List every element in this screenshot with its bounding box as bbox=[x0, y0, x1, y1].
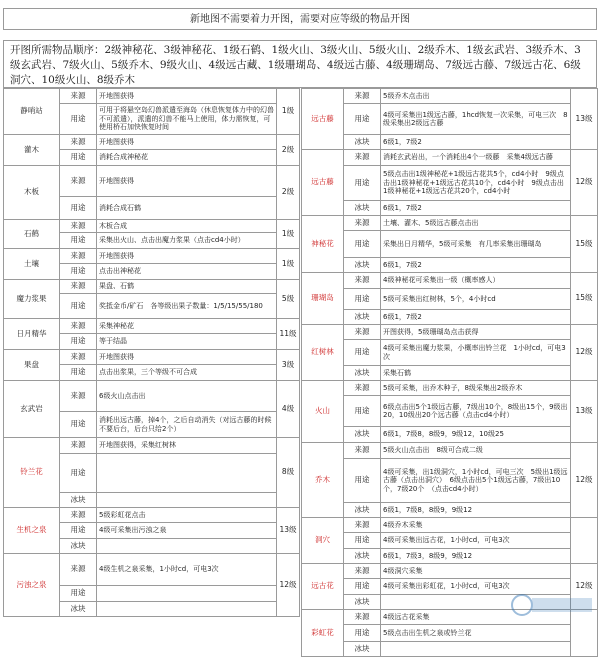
row-description: 木板合成 bbox=[97, 220, 277, 233]
right-item-table bbox=[301, 88, 598, 657]
table-row bbox=[4, 249, 300, 264]
row-type: 冰块 bbox=[60, 539, 97, 554]
item-level: 13级 bbox=[277, 508, 300, 554]
row-type: 用途 bbox=[60, 294, 97, 319]
row-type: 来源 bbox=[60, 135, 97, 150]
row-description: 4级洞穴采集 bbox=[381, 564, 571, 579]
table-row bbox=[4, 166, 300, 197]
row-type: 来源 bbox=[344, 325, 381, 340]
row-type: 用途 bbox=[344, 231, 381, 258]
row-type: 冰块 bbox=[60, 602, 97, 617]
item-level: 13级 bbox=[571, 89, 598, 150]
row-description: 开地图获得 bbox=[97, 135, 277, 150]
row-type: 冰块 bbox=[60, 493, 97, 508]
row-type: 来源 bbox=[344, 273, 381, 289]
item-name: 玄武岩 bbox=[4, 381, 60, 438]
table-row bbox=[302, 150, 598, 166]
table-row bbox=[302, 104, 598, 135]
row-type: 冰块 bbox=[344, 503, 381, 518]
item-level: 15级 bbox=[571, 216, 598, 273]
item-level: 4级 bbox=[277, 381, 300, 438]
row-type: 来源 bbox=[344, 443, 381, 459]
row-description: 消耗出远古藤，掉4个，之后自动消失（对远古藤的时候不要后台，后台只给2个） bbox=[97, 412, 277, 438]
table-row bbox=[302, 503, 598, 518]
item-name: 神秘花 bbox=[302, 216, 344, 273]
item-name: 珊瑚岛 bbox=[302, 273, 344, 325]
item-name: 木板 bbox=[4, 166, 60, 220]
row-type: 用途 bbox=[344, 459, 381, 503]
row-type: 来源 bbox=[60, 554, 97, 586]
table-row bbox=[302, 325, 598, 340]
row-description: 开地图获得 bbox=[97, 249, 277, 264]
item-level: 11级 bbox=[277, 319, 300, 350]
table-row bbox=[302, 381, 598, 396]
table-row bbox=[302, 89, 598, 104]
row-description: 4级生机之泉采集，1小时cd，可电3次 bbox=[97, 554, 277, 586]
table-row bbox=[302, 459, 598, 503]
row-description: 开地图获得 bbox=[97, 350, 277, 365]
table-row bbox=[302, 231, 598, 258]
row-description: 6级1，7级8，8级9，9级12，10级25 bbox=[381, 427, 571, 443]
row-description: 点击出神秘花 bbox=[97, 264, 277, 280]
row-description: 5级可采集出红树林，5个，4小时cd bbox=[381, 289, 571, 310]
row-type: 来源 bbox=[60, 220, 97, 233]
table-row bbox=[302, 396, 598, 427]
item-name: 土壤 bbox=[4, 249, 60, 280]
row-description: 土壤、灌木、5级远古藤点击出 bbox=[381, 216, 571, 231]
row-description: 6级1，7级3，8级9，9级12 bbox=[381, 549, 571, 564]
item-name: 石鹤 bbox=[4, 220, 60, 249]
row-type: 用途 bbox=[60, 197, 97, 220]
row-description: 开地图获得 bbox=[97, 166, 277, 197]
table-row bbox=[302, 625, 598, 642]
table-row bbox=[302, 533, 598, 549]
item-level: 3级 bbox=[277, 350, 300, 381]
item-name: 远古花 bbox=[302, 564, 344, 610]
row-type: 来源 bbox=[60, 350, 97, 365]
item-name: 污浊之泉 bbox=[4, 554, 60, 617]
unlock-order-text: 开图所需物品顺序：2级神秘花、3级神秘花、1级石鹤、1级火山、3级火山、5级火山、2级乔木、1级玄武岩、3级乔木、3级玄武岩、7级火山、5级乔木、9级火山、4级远古藏、1级珊瑚岛、4级远古藤、4级珊瑚岛、7级远古藤、7级远古花、6级洞穴、10级火山、8级乔木 bbox=[3, 40, 597, 88]
item-name: 灌木 bbox=[4, 135, 60, 166]
row-description: 采集石鹤 bbox=[381, 366, 571, 381]
table-row bbox=[302, 273, 598, 289]
row-description: 6级1，7级2 bbox=[381, 135, 571, 150]
row-description: 消耗玄武岩出，一个消耗出4个一级藤 采集4级远古藤 bbox=[381, 150, 571, 166]
item-name: 远古藤 bbox=[302, 89, 344, 150]
row-description: 4级神秘花可采集出一级（概率感人） bbox=[381, 273, 571, 289]
item-name: 远古藤 bbox=[302, 150, 344, 216]
row-description bbox=[97, 602, 277, 617]
item-level: 2级 bbox=[277, 135, 300, 166]
row-description: 奖抵金币/矿石 各等级出果子数量：1/5/15/55/180 bbox=[97, 294, 277, 319]
table-row bbox=[302, 289, 598, 310]
table-row bbox=[4, 89, 300, 104]
row-description: 6级1，7级2 bbox=[381, 258, 571, 273]
table-row bbox=[302, 258, 598, 273]
row-description bbox=[381, 642, 571, 657]
row-type: 冰块 bbox=[344, 595, 381, 610]
item-level: 12级 bbox=[571, 443, 598, 518]
row-type: 用途 bbox=[344, 166, 381, 201]
page-title: 新地图不需要着力开图，需要对应等级的物品开图 bbox=[3, 8, 597, 30]
row-type: 来源 bbox=[60, 166, 97, 197]
row-description: 开地图获得 bbox=[97, 89, 277, 104]
table-row bbox=[302, 166, 598, 201]
row-type: 来源 bbox=[60, 438, 97, 454]
row-type: 冰块 bbox=[344, 549, 381, 564]
item-name: 果盘 bbox=[4, 350, 60, 381]
row-description: 4级乔木采集 bbox=[381, 518, 571, 533]
table-row bbox=[302, 201, 598, 216]
row-description: 消耗合成神秘花 bbox=[97, 150, 277, 166]
row-type: 冰块 bbox=[344, 310, 381, 325]
row-description bbox=[97, 539, 277, 554]
row-type: 来源 bbox=[60, 249, 97, 264]
table-row bbox=[4, 381, 300, 412]
row-description: 5级点击出1级神秘花+1级远古花共5个，cd4小时 9级点击出1级神秘花+1级远古花共10个，cd4小时 9级点击出1级神秘花+1级远古花共20个，cd4小时 bbox=[381, 166, 571, 201]
item-level: 13级 bbox=[571, 381, 598, 443]
row-description: 6级1，7级2 bbox=[381, 310, 571, 325]
item-level: 12级 bbox=[277, 554, 300, 617]
row-description bbox=[97, 493, 277, 508]
item-name: 生机之泉 bbox=[4, 508, 60, 554]
table-row bbox=[4, 220, 300, 233]
row-description: 开地图获得，采集红树林 bbox=[97, 438, 277, 454]
row-description: 采集神秘花 bbox=[97, 319, 277, 334]
row-description: 4级可采集出彩虹花，1小时cd，可电3次 bbox=[381, 579, 571, 595]
row-description: 4级可采集出1级远古藤，1hcd恢复一次采集，可电三次 8级采集出2级远古藤 bbox=[381, 104, 571, 135]
table-row bbox=[302, 564, 598, 579]
row-description: 等于结晶 bbox=[97, 334, 277, 350]
row-type: 冰块 bbox=[344, 258, 381, 273]
row-type: 来源 bbox=[60, 508, 97, 523]
row-type: 用途 bbox=[344, 533, 381, 549]
row-type: 用途 bbox=[344, 579, 381, 595]
table-row bbox=[302, 549, 598, 564]
item-level: 12级 bbox=[571, 325, 598, 381]
table-row bbox=[302, 443, 598, 459]
table-row bbox=[4, 438, 300, 454]
row-type: 来源 bbox=[344, 610, 381, 625]
row-type: 用途 bbox=[60, 412, 97, 438]
row-type: 冰块 bbox=[344, 427, 381, 443]
row-description: 5级火山点击出 8级可合成二级 bbox=[381, 443, 571, 459]
row-type: 用途 bbox=[60, 523, 97, 539]
table-row bbox=[4, 350, 300, 365]
item-name: 红树林 bbox=[302, 325, 344, 381]
row-type: 来源 bbox=[60, 89, 97, 104]
item-name: 日月精华 bbox=[4, 319, 60, 350]
row-description: 开图获得，5级珊瑚岛点击获得 bbox=[381, 325, 571, 340]
row-description: 采集出火山、点击出魔力浆果（点击cd4小时） bbox=[97, 233, 277, 249]
row-type: 来源 bbox=[60, 319, 97, 334]
row-description: 4级可采集出魔力浆果，小概率出铃兰花 1小时cd，可电3次 bbox=[381, 340, 571, 366]
table-row bbox=[302, 642, 598, 657]
row-type: 来源 bbox=[344, 89, 381, 104]
row-type: 用途 bbox=[60, 150, 97, 166]
row-type: 用途 bbox=[344, 340, 381, 366]
table-row bbox=[302, 216, 598, 231]
row-description: 6级1，7级2 bbox=[381, 201, 571, 216]
table-row bbox=[4, 280, 300, 294]
row-description: 4级可采集，出1级洞穴，1小时cd，可电三次 5级出1级远古藤（点击出洞穴） 6级点击出5个1级远古藤，7级出10个，7级20个 （点击cd4小时） bbox=[381, 459, 571, 503]
item-level: 12级 bbox=[571, 150, 598, 216]
table-row bbox=[4, 554, 300, 586]
row-type: 用途 bbox=[60, 104, 97, 135]
row-description: 5级点击出生机之泉或铃兰花 bbox=[381, 625, 571, 642]
row-type: 来源 bbox=[344, 518, 381, 533]
item-name: 火山 bbox=[302, 381, 344, 443]
row-description: 4级远古花采集 bbox=[381, 610, 571, 625]
left-item-table bbox=[3, 88, 300, 617]
item-name: 乔木 bbox=[302, 443, 344, 518]
table-row bbox=[302, 366, 598, 381]
row-type: 用途 bbox=[60, 454, 97, 493]
item-level: 8级 bbox=[277, 438, 300, 508]
item-level: 5级 bbox=[277, 280, 300, 319]
item-level: 1级 bbox=[277, 220, 300, 249]
item-level: 1级 bbox=[277, 89, 300, 135]
row-description: 5级可采集，出乔木种子，8级采集出2级乔木 bbox=[381, 381, 571, 396]
row-type: 用途 bbox=[344, 289, 381, 310]
row-type: 来源 bbox=[60, 381, 97, 412]
row-type: 来源 bbox=[344, 564, 381, 579]
table-row bbox=[4, 319, 300, 334]
item-level: 12级 bbox=[571, 564, 598, 610]
item-name: 彩虹花 bbox=[302, 610, 344, 657]
row-description: 6级火山点击出 bbox=[97, 381, 277, 412]
row-description: 可用于将悬空岛幻兽派遣至海岛（休息恢复体力中的幻兽不可派遣），派遣的幻兽不能马上使用，体力需恢复，可使用桥石加快恢复时间 bbox=[97, 104, 277, 135]
table-row bbox=[4, 135, 300, 150]
row-type: 来源 bbox=[344, 150, 381, 166]
row-description: 5级彩虹花点击 bbox=[97, 508, 277, 523]
item-name: 魔力浆果 bbox=[4, 280, 60, 319]
row-description: 果盘、石鹤 bbox=[97, 280, 277, 294]
row-type: 冰块 bbox=[344, 135, 381, 150]
row-description: 6级1，7级8，8级9，9级12 bbox=[381, 503, 571, 518]
row-description: 点击出浆果，三个等级不可合成 bbox=[97, 365, 277, 381]
row-type: 冰块 bbox=[344, 201, 381, 216]
row-description: 5级乔木点击出 bbox=[381, 89, 571, 104]
table-row bbox=[4, 508, 300, 523]
row-type: 用途 bbox=[60, 334, 97, 350]
item-level: 2级 bbox=[277, 166, 300, 220]
row-description: 消耗合成石鹤 bbox=[97, 197, 277, 220]
item-level: 1级 bbox=[277, 249, 300, 280]
row-type: 用途 bbox=[60, 586, 97, 602]
row-description bbox=[97, 586, 277, 602]
table-row bbox=[302, 135, 598, 150]
row-type: 来源 bbox=[344, 216, 381, 231]
item-name: 洞穴 bbox=[302, 518, 344, 564]
row-description: 6级点击出5个1级远古藤，7级出10个，8级出15个，9级出20，10级出20个远古藤（点击cd4小时） bbox=[381, 396, 571, 427]
row-type: 用途 bbox=[60, 264, 97, 280]
table-row bbox=[302, 340, 598, 366]
row-description: 4级可采集出远古花，1小时cd，可电3次 bbox=[381, 533, 571, 549]
row-type: 冰块 bbox=[344, 366, 381, 381]
row-description: 4级可采集出污浊之泉 bbox=[97, 523, 277, 539]
item-level bbox=[571, 518, 598, 564]
row-description: 采集出日月精华，5级可采集 有几率采集出珊瑚岛 bbox=[381, 231, 571, 258]
row-type: 用途 bbox=[60, 233, 97, 249]
row-type: 来源 bbox=[60, 280, 97, 294]
table-row bbox=[302, 518, 598, 533]
row-type: 用途 bbox=[344, 396, 381, 427]
row-type: 冰块 bbox=[344, 642, 381, 657]
site-watermark-logo bbox=[510, 592, 596, 618]
table-row bbox=[302, 427, 598, 443]
item-name: 静哨站 bbox=[4, 89, 60, 135]
item-name: 铃兰花 bbox=[4, 438, 60, 508]
row-type: 用途 bbox=[60, 365, 97, 381]
row-type: 来源 bbox=[344, 381, 381, 396]
row-type: 用途 bbox=[344, 104, 381, 135]
table-row bbox=[302, 310, 598, 325]
item-level: 15级 bbox=[571, 273, 598, 325]
row-description bbox=[97, 454, 277, 493]
row-type: 用途 bbox=[344, 625, 381, 642]
